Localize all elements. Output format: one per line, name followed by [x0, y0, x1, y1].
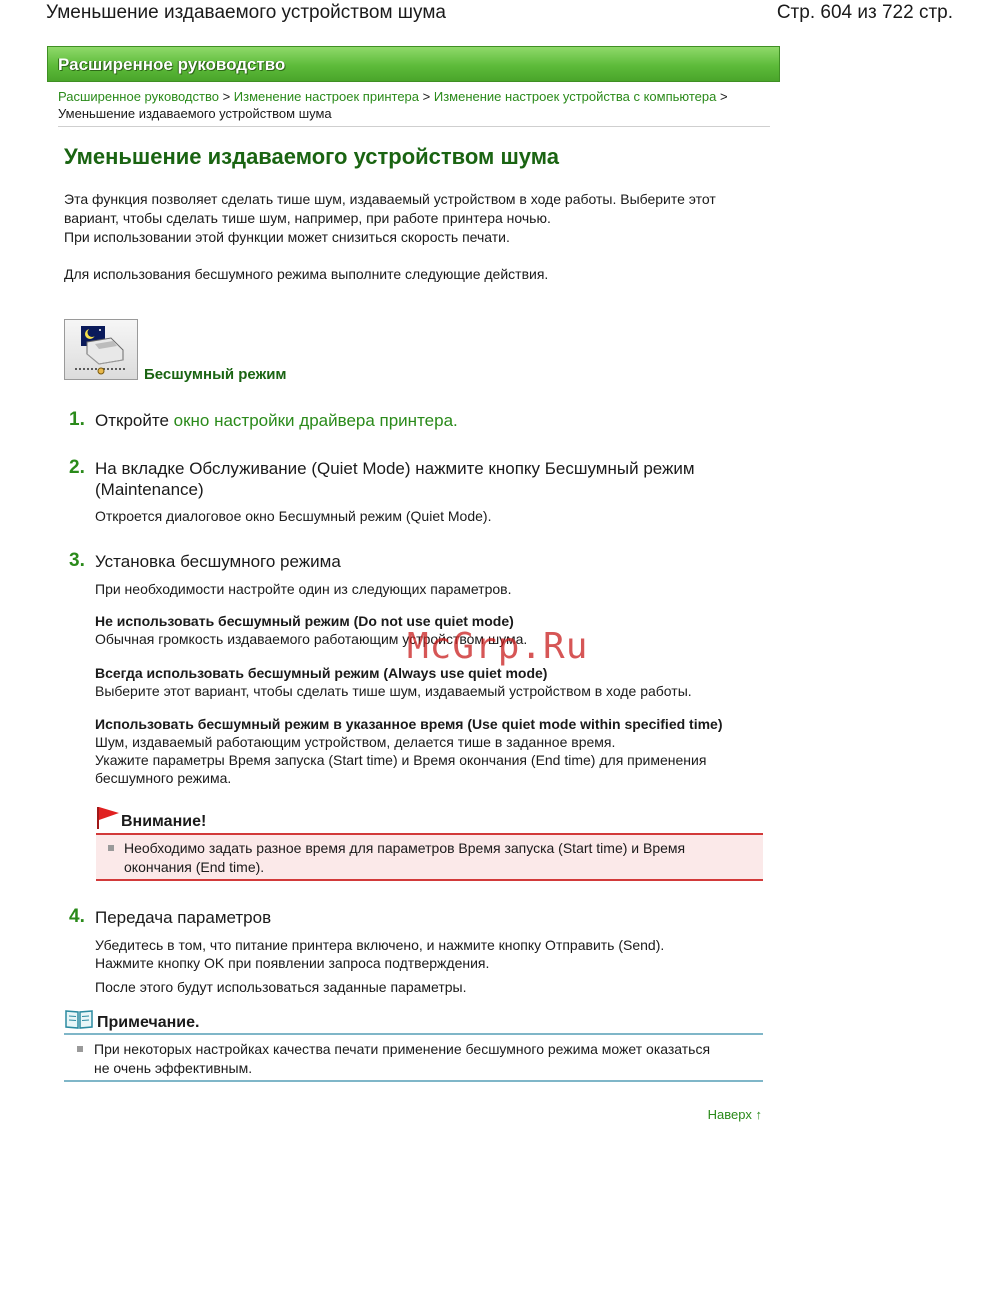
- step-description: [95, 936, 755, 996]
- bullet-icon: [77, 1046, 83, 1052]
- step-number: 3.: [69, 550, 85, 571]
- breadcrumb-link-printer-settings[interactable]: Изменение настроек принтера: [233, 89, 420, 104]
- intro-paragraph: Эта функция позволяет сделать тише шум, издаваемый устройством в ходе работы. Выберите этот вариант, чтобы сделать тише шум, например, при работе принтера ночью.: [64, 191, 716, 226]
- step-title: [95, 410, 755, 431]
- note-heading: [64, 1008, 763, 1035]
- step-number: 2.: [69, 457, 85, 478]
- option-title: Использовать бесшумный режим в указанное время (Use quiet mode within specified time): [95, 716, 723, 732]
- option-title: Всегда использовать бесшумный режим (Always use quiet mode): [95, 665, 548, 681]
- book-icon: [65, 1009, 93, 1029]
- step-title-prefix: Откройте: [95, 411, 174, 430]
- note-title: Примечание.: [97, 1014, 200, 1031]
- note-text: При некоторых настройках качества печати применение бесшумного режима может оказаться не очень эффективным.: [94, 1041, 711, 1076]
- step-text-line: Нажмите кнопку OK при появлении запроса подтверждения.: [95, 955, 490, 971]
- step-number: 4.: [69, 906, 85, 927]
- page-title: Уменьшение издаваемого устройством шума: [64, 144, 559, 169]
- bullet-icon: [108, 845, 114, 851]
- quiet-mode-label: Бесшумный режим: [144, 366, 287, 383]
- intro-paragraph: Для использования бесшумного режима выполните следующие действия.: [64, 266, 549, 282]
- breadcrumb-link-guide[interactable]: Расширенное руководство: [58, 89, 219, 104]
- flag-icon: [96, 806, 120, 830]
- note-box: [64, 1035, 763, 1082]
- arrow-up-icon: ↑: [755, 1107, 762, 1122]
- option-item: [95, 664, 755, 700]
- step-text-line: Убедитесь в том, что питание принтера включено, и нажмите кнопку Отправить (Send).: [95, 937, 665, 953]
- back-to-top-link[interactable]: [708, 1107, 762, 1122]
- caution-box: [96, 835, 763, 881]
- step-text-line: После этого будут использоваться заданные параметры.: [95, 979, 467, 995]
- breadcrumb: [58, 88, 773, 122]
- caution-heading: [96, 806, 763, 835]
- driver-settings-link[interactable]: окно настройки драйвера принтера.: [173, 411, 458, 430]
- back-to-top-label: Наверх: [707, 1107, 752, 1122]
- banner-label: Расширенное руководство: [58, 55, 286, 74]
- intro-text: [64, 190, 764, 284]
- quiet-mode-icon: [64, 319, 138, 380]
- document-header-title: Уменьшение издаваемого устройством шума: [46, 2, 446, 23]
- intro-paragraph: При использовании этой функции может снизиться скорость печати.: [64, 229, 510, 245]
- caution-title: Внимание!: [121, 813, 207, 830]
- breadcrumb-current: Уменьшение издаваемого устройством шума: [58, 106, 332, 121]
- step-description: Откроется диалоговое окно Бесшумный режим (Quiet Mode).: [95, 508, 492, 524]
- step-title: На вкладке Обслуживание (Quiet Mode) нажмите кнопку Бесшумный режим (Maintenance): [95, 459, 695, 499]
- step-number: 1.: [69, 409, 85, 430]
- option-description: Обычная громкость издаваемого работающим устройством шума.: [95, 631, 528, 647]
- breadcrumb-separator: >: [222, 89, 231, 104]
- watermark: McGrp.Ru: [407, 626, 589, 667]
- option-description: Укажите параметры Время запуска (Start time) и Время окончания (End time) для применения бесшумного режима.: [95, 752, 707, 786]
- step-title: Передача параметров: [95, 908, 272, 927]
- section-banner: [47, 46, 780, 82]
- page-number: Стр. 604 из 722 стр.: [776, 2, 953, 23]
- breadcrumb-link-device-settings[interactable]: Изменение настроек устройства с компьютера: [433, 89, 717, 104]
- caution-text: Необходимо задать разное время для параметров Время запуска (Start time) и Время окончания (End time).: [124, 840, 686, 875]
- option-title: Не использовать бесшумный режим (Do not use quiet mode): [95, 613, 514, 629]
- option-description: Выберите этот вариант, чтобы сделать тише шум, издаваемый устройством в ходе работы.: [95, 683, 692, 699]
- breadcrumb-separator: >: [422, 89, 431, 104]
- step-description: При необходимости настройте один из следующих параметров.: [95, 581, 512, 597]
- option-description: Шум, издаваемый работающим устройством, делается тише в заданное время.: [95, 734, 616, 750]
- breadcrumb-separator: >: [719, 89, 728, 104]
- step-title: Установка бесшумного режима: [95, 552, 341, 571]
- option-item: [95, 715, 755, 787]
- divider: [58, 126, 770, 127]
